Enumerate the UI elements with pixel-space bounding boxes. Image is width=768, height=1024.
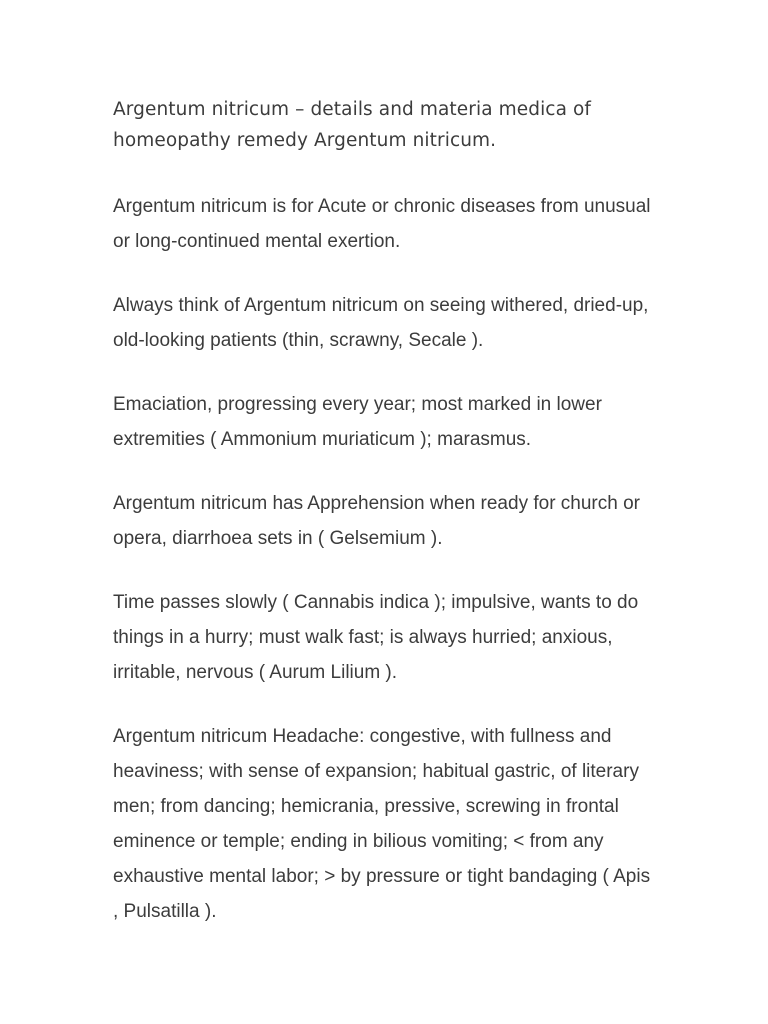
paragraph-3: Emaciation, progressing every year; most marked in lower extremities ( Ammonium muriaticum ); marasmus. [113,394,602,450]
paragraph-1: Argentum nitricum is for Acute or chronic diseases from unusual or long-continued mental exertion. [113,196,651,252]
paragraph-5: Time passes slowly ( Cannabis indica ); impulsive, wants to do things in a hurry; must walk fast; is always hurried; anxious, irritable, nervous ( Aurum Lilium ). [113,592,639,683]
paragraph-4: Argentum nitricum has Apprehension when ready for church or opera, diarrhoea sets in ( Gelsemium ). [113,493,640,549]
paragraph-6: Argentum nitricum Headache: congestive, with fullness and heaviness; with sense of expansion; habitual gastric, of literary men; from dancing; hemicrania, pressive, screwing in frontal eminence or temple; ending in bilious vomiting; < from any exhaustive mental labor; > by pressure or tight bandaging ( Apis , Pulsatilla ). [113,726,651,922]
document-page [113,94,658,958]
document-title: Argentum nitricum – details and materia medica of homeopathy remedy Argentum nitricum. [113,99,592,151]
paragraph-2: Always think of Argentum nitricum on seeing withered, dried-up, old-looking patients (thin, scrawny, Secale ). [113,295,649,351]
